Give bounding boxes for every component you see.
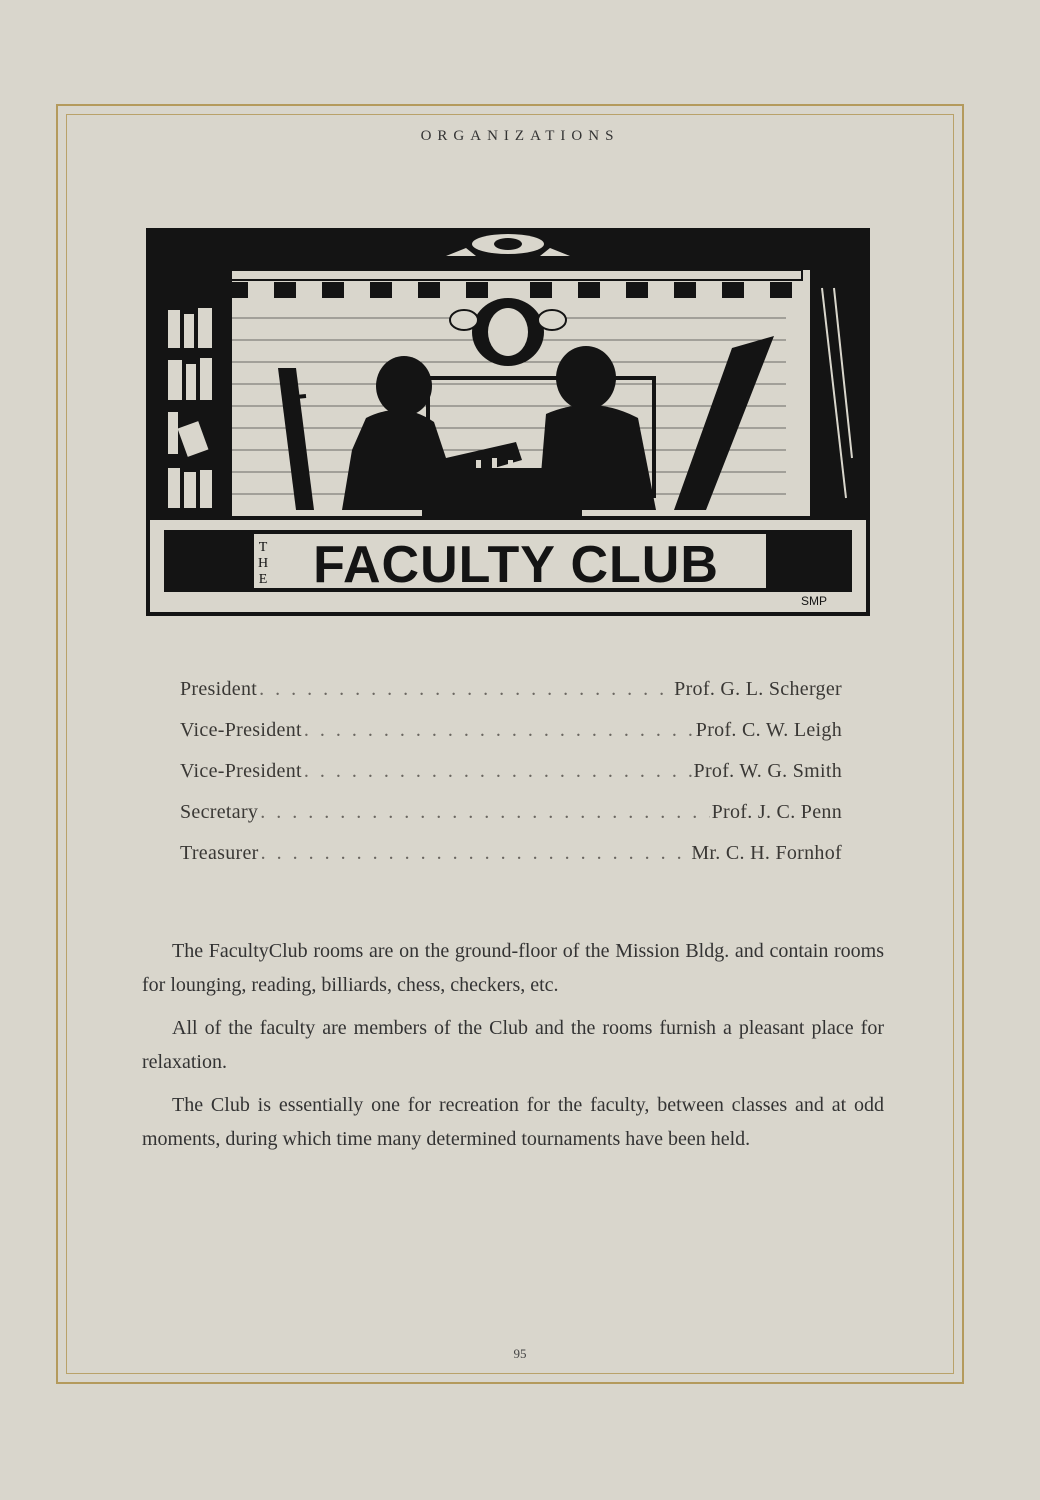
officer-name: Prof. C. W. Leigh <box>695 719 842 741</box>
banner-title: FACULTY CLUB <box>313 536 719 594</box>
officer-row <box>180 842 842 883</box>
officer-name: Prof. J. C. Penn <box>711 801 842 823</box>
leader-dots <box>261 842 690 865</box>
officer-name: Prof. W. G. Smith <box>693 760 842 782</box>
leader-dots <box>259 678 672 701</box>
leader-dots <box>304 719 694 742</box>
leader-dots <box>260 801 709 824</box>
officer-row <box>180 719 842 760</box>
officer-name: Prof. G. L. Scherger <box>674 678 842 700</box>
the-letter-t: T <box>258 540 268 555</box>
the-letter-h: H <box>257 556 269 571</box>
paragraph: The FacultyClub rooms are on the ground-floor of the Mission Bldg. and contain rooms for lounging, reading, billiards, chess, checkers, etc. <box>142 940 884 996</box>
faculty-club-illustration <box>146 228 870 616</box>
officer-role: Vice-President <box>180 719 302 741</box>
paragraph: All of the faculty are members of the Club and the rooms furnish a pleasant place for relaxation. <box>142 1017 884 1073</box>
officer-list <box>180 678 842 883</box>
the-letter-e: E <box>258 572 268 587</box>
artist-signature: SMP <box>800 594 828 608</box>
officer-role: Vice-President <box>180 760 302 782</box>
description-text <box>142 934 884 1165</box>
leader-dots <box>304 760 692 783</box>
running-head: ORGANIZATIONS <box>420 128 620 144</box>
officer-row <box>180 678 842 719</box>
officer-row <box>180 760 842 801</box>
page-number: 95 <box>513 1346 527 1361</box>
officer-row <box>180 801 842 842</box>
officer-role: Treasurer <box>180 842 259 864</box>
officer-role: President <box>180 678 258 700</box>
officer-name: Mr. C. H. Fornhof <box>691 842 842 864</box>
officer-role: Secretary <box>180 801 259 823</box>
paragraph: The Club is essentially one for recreation for the faculty, between classes and at odd moments, during which time many determined tournaments have been held. <box>142 1094 884 1150</box>
